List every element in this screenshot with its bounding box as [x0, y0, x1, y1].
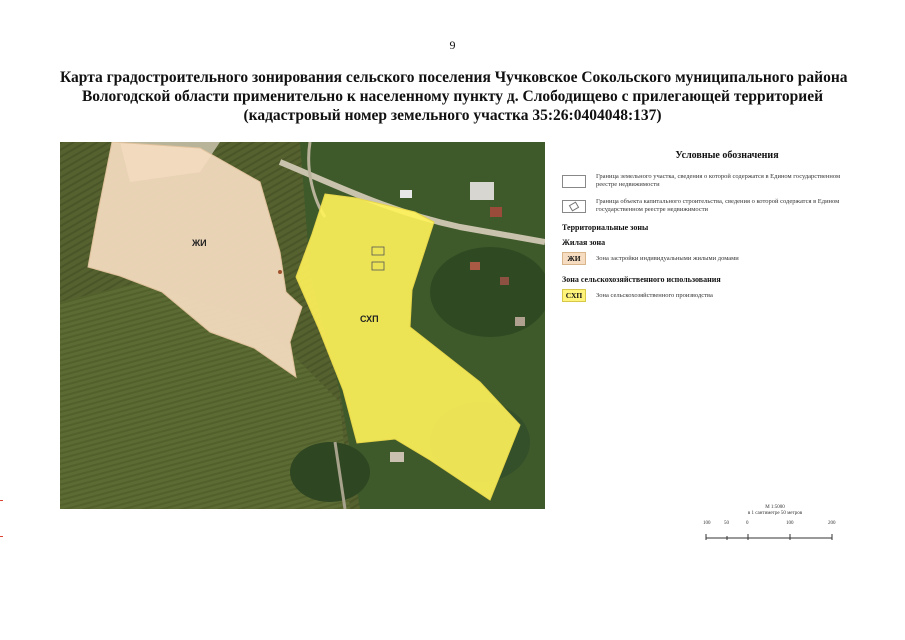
agri-zone-heading: Зона сельскохозяйственного использования	[562, 275, 721, 284]
legend-item-text: Зона застройки индивидуальными жилыми домами	[596, 254, 739, 262]
parcel-boundary-swatch	[562, 175, 586, 188]
edge-mark	[0, 500, 3, 501]
tree-cluster	[290, 442, 370, 502]
zhi-swatch: ЖИ	[562, 252, 586, 265]
map-canvas	[60, 142, 545, 509]
title-line-3: (кадастровый номер земельного участка 35:26:0404048:137)	[243, 107, 662, 124]
legend-item-shp	[562, 289, 862, 302]
satellite-map[interactable]	[60, 142, 545, 509]
title-line-1: Карта градостроительного зонирования сельского поселения Чучковское Сокольского муниципального района	[60, 69, 848, 86]
scale-label: 200	[828, 521, 836, 526]
edge-mark	[0, 536, 3, 537]
scale-ratio: М 1:5000	[765, 505, 785, 510]
building	[490, 207, 502, 217]
legend-item-text: Граница объекта капитального строительства, сведения о которой содержатся в Едином государственном реестре недвижимости	[596, 198, 840, 213]
zone-label-shp: СХП	[360, 314, 379, 324]
building	[400, 190, 412, 198]
scale-label: 100	[786, 521, 794, 526]
map-title	[60, 68, 848, 125]
title-line-2: Вологодской области применительно к населенному пункту д. Слободищево с прилегающей территорией	[81, 88, 824, 105]
legend-item-text: Зона сельскохозяйственного производства	[596, 291, 713, 299]
scale-bar	[700, 505, 840, 546]
tree-cluster	[430, 247, 545, 337]
scale-label: 50	[724, 521, 729, 526]
scale-label: 0	[746, 521, 749, 526]
building	[500, 277, 509, 285]
shp-swatch: СХП	[562, 289, 586, 302]
building-boundary-swatch	[562, 200, 586, 213]
building	[470, 262, 480, 270]
legend-item-building-boundary	[562, 198, 862, 214]
scale-ruler	[700, 533, 840, 541]
legend-item-text: Граница земельного участка, сведения о которой содержатся в Едином государственном реестре недвижимости	[596, 173, 841, 188]
legend-title: Условные обозначения	[675, 150, 779, 161]
point-marker	[278, 270, 282, 274]
building	[515, 317, 525, 326]
map-legend	[562, 150, 862, 312]
scale-labels	[700, 521, 840, 528]
building	[470, 182, 494, 200]
page-number: 9	[449, 38, 456, 52]
scale-label: 100	[703, 521, 711, 526]
building	[390, 452, 404, 462]
legend-item-zhi	[562, 252, 862, 265]
scale-caption: в 1 сантиметре 50 метров	[747, 511, 803, 516]
residential-zone-heading: Жилая зона	[562, 238, 606, 247]
territorial-zones-heading: Территориальные зоны	[562, 223, 649, 232]
zone-label-zhi: ЖИ	[192, 238, 207, 248]
legend-item-parcel-boundary	[562, 173, 862, 189]
